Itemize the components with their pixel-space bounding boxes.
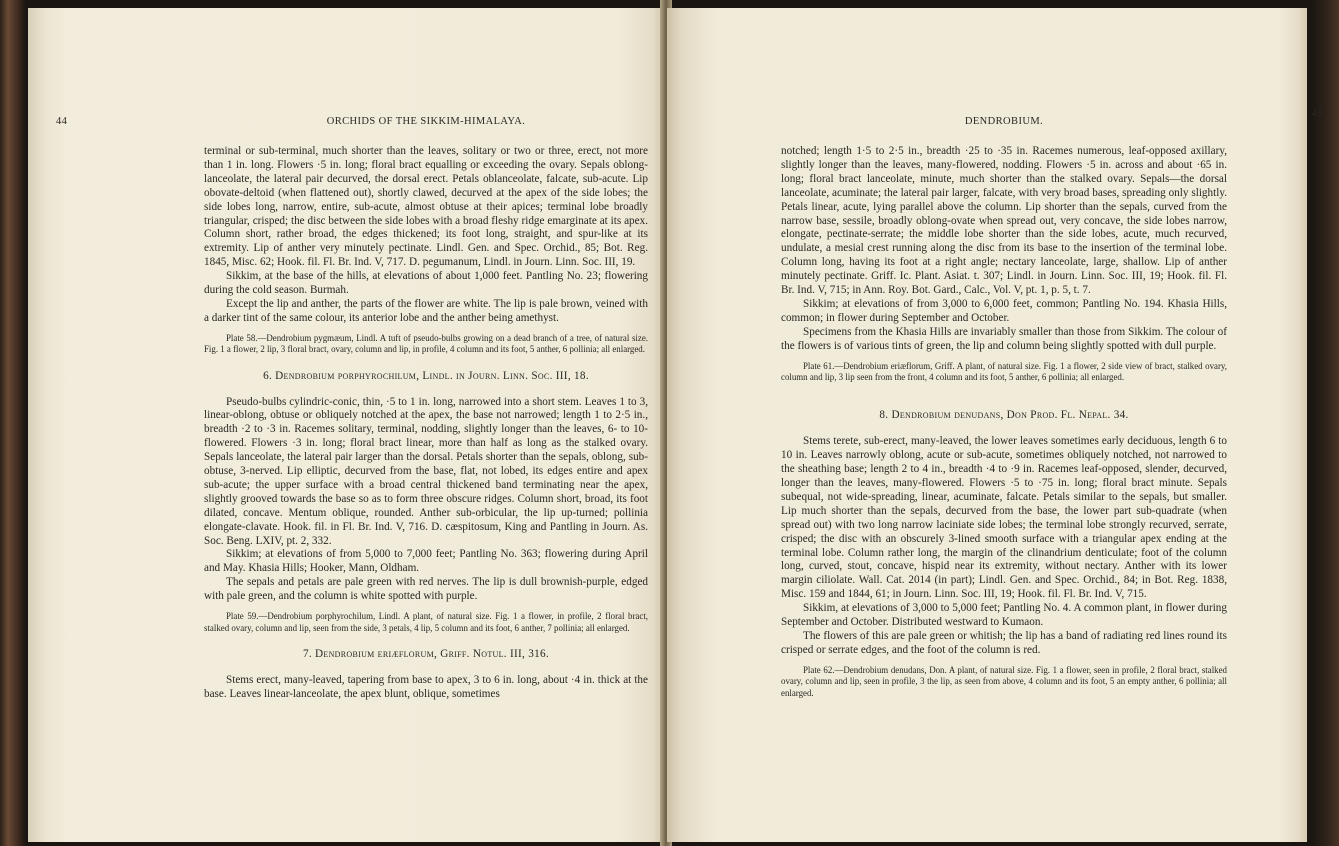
colour-paragraph: Specimens from the Khasia Hills are invariably smaller than those from Sikkim. The colour of the flowers is of various tints of green, the lip and column being slightly spotted with dull purple. [781, 325, 1227, 352]
plate-caption-59: Plate 59.—Dendrobium porphyrochilum, Lindl. A plant, of natural size. Fig. 1 a flower, in profile, 2 floral bract, stalked ovary, column and lip, seen from the side, 3 petals, 4 lip, 5 column and its foot, 6 anther, 7 pollinia; all enlarged. [204, 611, 648, 633]
description-paragraph: notched; length 1·5 to 2·5 in., breadth ·25 to ·35 in. Racemes numerous, leaf-opposed axillary, slightly longer than the leaves, many-flowered, nodding. Flowers ·5 in. across and about ·65 in. long; floral bract lanceolate, minute, much shorter than the stalked ovary. Sepals—the dorsal lanceolate, acuminate; the lateral pair larger, falcate, with very broad bases, spreading only slightly. Petals linear, acute, lying parallel above the column. Lip shorter than the sepals, curved from the narrow base, sessile, broadly oblong-ovate when spread out, very concave, the side lobes narrow, elongate, pectinate-serrate; the middle lobe shorter than the side lobes, acute, much recurved, undulate, a mesial crest running along the disc from its base to the insertion of the terminal lobe. Column long, having its foot at a right angle; nectary lanceolate, large, shallow. Lip of anther minutely pectinate. Griff. Ic. Plant. Asiat. t. 307; Lindl. in Journ. Linn. Soc. III, 19; Hook. fil. Fl. Br. Ind. V, 715; in Ann. Roy. Bot. Gard., Calc., Vol. V, pt. 1, p. 5, t. 7. [781, 145, 1227, 297]
right-running-title: DENDROBIUM. [964, 116, 1044, 127]
left-page-number: 44 [56, 116, 68, 127]
left-page-content [56, 8, 648, 702]
plate-caption-58: Plate 58.—Dendrobium pygmæum, Lindl. A tuft of pseudo-bulbs growing on a dead branch of a tree, of natural size. Fig. 1 a flower, 2 lip, 3 floral bract, ovary, column and lip, in profile, 4 column and its foot, 5 anther, 6 pollinia; all enlarged. [204, 332, 648, 355]
right-page-header [781, 108, 1323, 137]
habitat-paragraph: Sikkim, at the base of the hills, at elevations of about 1,000 feet. Pantling No. 23; flowering during the cold season. Burmah. [204, 270, 648, 297]
description-paragraph: Stems erect, many-leaved, tapering from base to apex, 3 to 6 in. long, about ·4 in. thick at the base. Leaves linear-lanceolate, the apex blunt, oblique, sometimes [204, 673, 648, 700]
habitat-paragraph: Sikkim; at elevations of from 3,000 to 6,000 feet, common; Pantling No. 194. Khasia Hills, common; in flower during September and October. [781, 297, 1227, 324]
description-paragraph: Pseudo-bulbs cylindric-conic, thin, ·5 to 1 in. long, narrowed into a short stem. Leaves 1 to 3, linear-oblong, obtuse or obliquely notched at the apex, the base not narrowed; length 1 to 2·5 in., breadth ·2 to ·3 in. Racemes solitary, terminal, nodding, slightly longer than the leaves, 6- to 10-flowered. Flowers ·3 in. long; floral bract linear, more than half as long as the stalked ovary. Sepals lanceolate, the lateral pair larger than the dorsal. Petals shorter than the sepals, oblong, sub-obtuse, 3-nerved. Lip elliptic, decurved from the base, flat, not lobed, its edges entire and apex sub-acute; the upper surface with a broad central thickened band terminating near the apex, slightly grooved towards the base so as to form three obscure ridges. Column short, broad, its foot dilated, concave. Mentum oblique, rounded. Anther sub-orbicular, the lip up-turned; pollinia elongate-clavate. Hook. fil. in Fl. Br. Ind. V, 716. D. cæspitosum, King and Pantling in Journ. As. Soc. Beng. LXIV, pt. 2, 332. [204, 395, 648, 547]
right-page [667, 8, 1323, 842]
left-page [28, 8, 665, 842]
species-heading-7: 7. Dendrobium eriæflorum, Griff. Notul. III, 316. [302, 647, 550, 660]
species-heading-6: 6. Dendrobium porphyrochilum, Lindl. in Journ. Linn. Soc. III, 18. [263, 369, 589, 382]
plate-caption-62: Plate 62.—Dendrobium denudans, Don. A plant, of natural size. Fig. 1 a flower, seen in profile, 2 floral bract, stalked ovary, column and lip, seen in profile, 3 the lip, as seen from above, 4 column and its foot, 5 an empty anther, 6 pollinia; all enlarged. [781, 664, 1227, 698]
description-paragraph: Stems terete, sub-erect, many-leaved, the lower leaves sometimes early deciduous, length 6 to 10 in. Leaves narrowly oblong, acute or sub-acute, sometimes obliquely notched, not narrowed to the sheathing base; length 2 to 4 in., breadth ·4 to ·9 in. Racemes leaf-opposed, slender, decurved, longer than the leaves, many-flowered. Flowers ·5 to ·75 in. long; floral bract minute. Sepals subequal, not wide-spreading, linear, acuminate, falcate. Petals similar to the sepals, but smaller. Lip much shorter than the sepals, decurved from the base, the lower part sub-quadrate (when spread out) with two long narrow laciniate side lobes; the terminal lobe strongly recurved, serrate, crisped; the disc with an obscurely 3-lined smooth surface with a triangular apex ending at the terminal lobe. Column rather long, the margin of the clinandrium denticulate; foot of the column long, curved, stout, concave, hispid near its extremity, without nectary. Anther with its lower margin ciliolate. Wall. Cat. 2014 (in part); Lindl. Gen. and Spec. Orchid., 84; in Bot. Reg. 1838, Misc. 159 and 1844, 61; in Journ. Linn. Soc. III, 19; Hook. fil. Fl. Br. Ind. V, 715. [781, 435, 1227, 601]
colour-paragraph: The sepals and petals are pale green with red nerves. The lip is dull brownish-purple, edged with pale green, and the column is white spotted with purple. [204, 576, 648, 603]
left-page-header [56, 115, 648, 137]
species-heading-8: 8. Dendrobium denudans, Don Prod. Fl. Nepal. 34. [879, 409, 1129, 422]
left-running-title: ORCHIDS OF THE SIKKIM-HIMALAYA. [326, 116, 526, 127]
colour-paragraph: Except the lip and anther, the parts of the flower are white. The lip is pale brown, veined with a darker tint of the same colour, its anterior lobe and the anther being amethyst. [204, 297, 648, 324]
description-paragraph: terminal or sub-terminal, much shorter than the leaves, solitary or two or three, erect, not more than 1 in. long. Flowers ·5 in. long; floral bract equalling or exceeding the ovary. Sepals oblong-lanceolate, the lateral pair decurved, the dorsal erect. Petals oblanceolate, falcate, sub-acute. Lip obovate-deltoid (when flattened out), shortly clawed, decurved at the apex of the side lobes; the side lobes long, narrow, entire, sub-acute, almost obtuse at their apices; terminal lobe broadly triangular, crisped; the disc between the side lobes with a broad fleshy ridge emarginate at its apex. Column short, rather broad, the edges thickened; its foot long, straight, and spur-like at its extremity. Lip of anther very minutely pectinate. Lindl. Gen. and Spec. Orchid., 85; Bot. Reg. 1845, Misc. 62; Hook. fil. Fl. Br. Ind. V, 717. D. pegumanum, Lindl. in Journ. Linn. Soc. III, 19. [204, 145, 648, 269]
habitat-paragraph: Sikkim; at elevations of from 5,000 to 7,000 feet; Pantling No. 363; flowering during April and May. Khasia Hills; Hooker, Mann, Oldham. [204, 548, 648, 575]
habitat-paragraph: Sikkim, at elevations of 3,000 to 5,000 feet; Pantling No. 4. A common plant, in flower during September and October. Distributed westward to Kumaon. [781, 602, 1227, 629]
plate-caption-61: Plate 61.—Dendrobium eriæflorum, Griff. A plant, of natural size. Fig. 1 a flower, 2 side view of bract, stalked ovary, column and lip, 3 lip seen from the front, 4 column and its foot, 5 anther, 6 pollinia; all enlarged. [781, 360, 1227, 382]
right-page-number: 45 [1311, 108, 1323, 119]
colour-paragraph: The flowers of this are pale green or whitish; the lip has a band of radiating red lines round its crisped or serrate edges, and the foot of the column is red. [781, 630, 1227, 656]
right-page-content [781, 8, 1323, 703]
